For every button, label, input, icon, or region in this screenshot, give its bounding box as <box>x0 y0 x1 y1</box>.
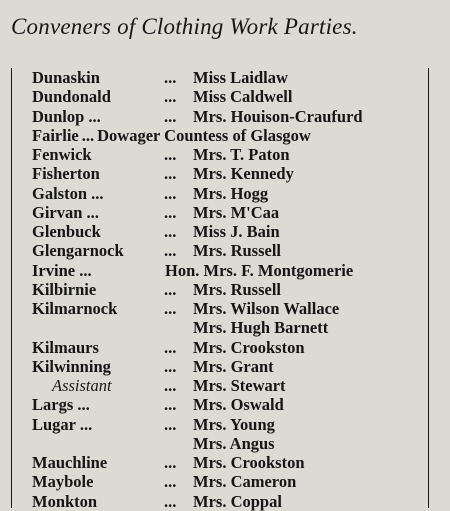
place-name: Galston ... <box>32 183 104 203</box>
list-item <box>0 472 450 491</box>
convener-name: Mrs. Kennedy <box>193 164 294 184</box>
convener-name: Mrs. Coppal <box>193 491 282 511</box>
list-item <box>0 453 450 472</box>
list-item <box>0 299 450 318</box>
place-name: Kilwinning <box>32 356 111 376</box>
convener-name: Mrs. T. Paton <box>193 145 290 164</box>
assistant-label: Assistant <box>52 376 112 395</box>
leader-dots: ... <box>164 491 177 511</box>
list-item <box>0 145 450 164</box>
list-item <box>0 222 450 241</box>
leader-dots: ... <box>81 125 95 145</box>
leader-dots: ... <box>164 68 177 87</box>
leader-dots: ... <box>164 164 177 184</box>
convener-name: Mrs. Cameron <box>193 472 297 492</box>
convener-name: Mrs. Young <box>193 414 275 434</box>
convener-name: Mrs. Grant <box>193 356 274 376</box>
list-item <box>0 492 450 511</box>
convener-name: Mrs. Angus <box>193 433 275 453</box>
list-item <box>0 395 450 414</box>
leader-dots: ... <box>164 87 177 107</box>
place-name: Kilbirnie <box>32 279 97 299</box>
list-item <box>0 357 450 376</box>
leader-dots: ... <box>164 356 177 376</box>
convener-name: Mrs. Russell <box>193 241 281 261</box>
leader-dots: ... <box>164 106 177 126</box>
place-name: Glenbuck <box>32 222 101 241</box>
convener-name: Dowager Countess of Glasgow <box>97 125 311 145</box>
convener-name: Mrs. Crookston <box>193 453 305 472</box>
leader-dots: ... <box>164 453 177 472</box>
list-item <box>0 107 450 126</box>
convener-name: Mrs. Stewart <box>193 376 286 395</box>
convener-name: Mrs. Hugh Barnett <box>193 318 329 338</box>
place-name: Lugar ... <box>32 414 93 434</box>
place-name: Fisherton <box>32 164 100 184</box>
list-item <box>0 376 450 395</box>
list-item <box>0 184 450 203</box>
leader-dots: ... <box>164 299 177 318</box>
leader-dots: ... <box>164 145 177 164</box>
list-item <box>0 415 450 434</box>
convener-name: Mrs. Russell <box>193 279 281 299</box>
leader-dots: ... <box>164 183 177 203</box>
place-name: Irvine ... <box>32 260 92 280</box>
place-name: Dunlop ... <box>32 106 101 126</box>
fairlie-line <box>32 126 311 145</box>
convener-name: Mrs. Crookston <box>193 337 305 357</box>
place-name: Dundonald <box>32 87 111 107</box>
place-name: Kilmarnock <box>32 299 118 318</box>
list-item <box>0 203 450 222</box>
place-name: Kilmaurs <box>32 337 99 357</box>
convener-name: Mrs. Hogg <box>193 183 269 203</box>
leader-dots: ... <box>164 279 177 299</box>
place-name: Girvan ... <box>32 202 99 222</box>
place-name: Fenwick <box>32 145 92 164</box>
leader-dots: ... <box>164 414 177 434</box>
convener-name: Mrs. M'Caa <box>193 202 280 222</box>
conveners-list <box>0 68 450 511</box>
leader-dots: ... <box>164 202 177 222</box>
leader-dots: ... <box>164 376 177 395</box>
leader-dots: ... <box>164 395 177 415</box>
place-name: Dunaskin <box>32 68 100 87</box>
convener-name: Mrs. Wilson Wallace <box>193 299 340 318</box>
list-item <box>0 87 450 106</box>
convener-name: Miss Laidlaw <box>193 68 288 87</box>
place-name: Largs ... <box>32 395 90 415</box>
leader-dots: ... <box>164 472 177 492</box>
place-name: Fairlie <box>32 125 79 145</box>
list-item <box>0 126 450 145</box>
convener-name: Miss J. Bain <box>193 222 280 241</box>
page-title: Conveners of Clothing Work Parties. <box>11 14 358 39</box>
leader-dots: ... <box>164 222 177 241</box>
list-item <box>0 318 450 337</box>
convener-name: Mrs. Houison-Craufurd <box>193 106 363 126</box>
list-item <box>0 241 450 260</box>
leader-dots: ... <box>164 337 177 357</box>
leader-dots: ... <box>164 241 177 261</box>
list-item <box>0 261 450 280</box>
place-name: Monkton <box>32 491 98 511</box>
place-name: Maybole <box>32 472 94 492</box>
list-item <box>0 280 450 299</box>
list-item <box>0 164 450 183</box>
list-item <box>0 338 450 357</box>
convener-name: Mrs. Oswald <box>193 395 284 415</box>
place-name: Mauchline <box>32 453 108 472</box>
place-name: Glengarnock <box>32 241 124 261</box>
list-item <box>0 68 450 87</box>
list-item <box>0 434 450 453</box>
convener-name: Hon. Mrs. F. Montgomerie <box>165 260 354 280</box>
convener-name: Miss Caldwell <box>193 87 293 107</box>
